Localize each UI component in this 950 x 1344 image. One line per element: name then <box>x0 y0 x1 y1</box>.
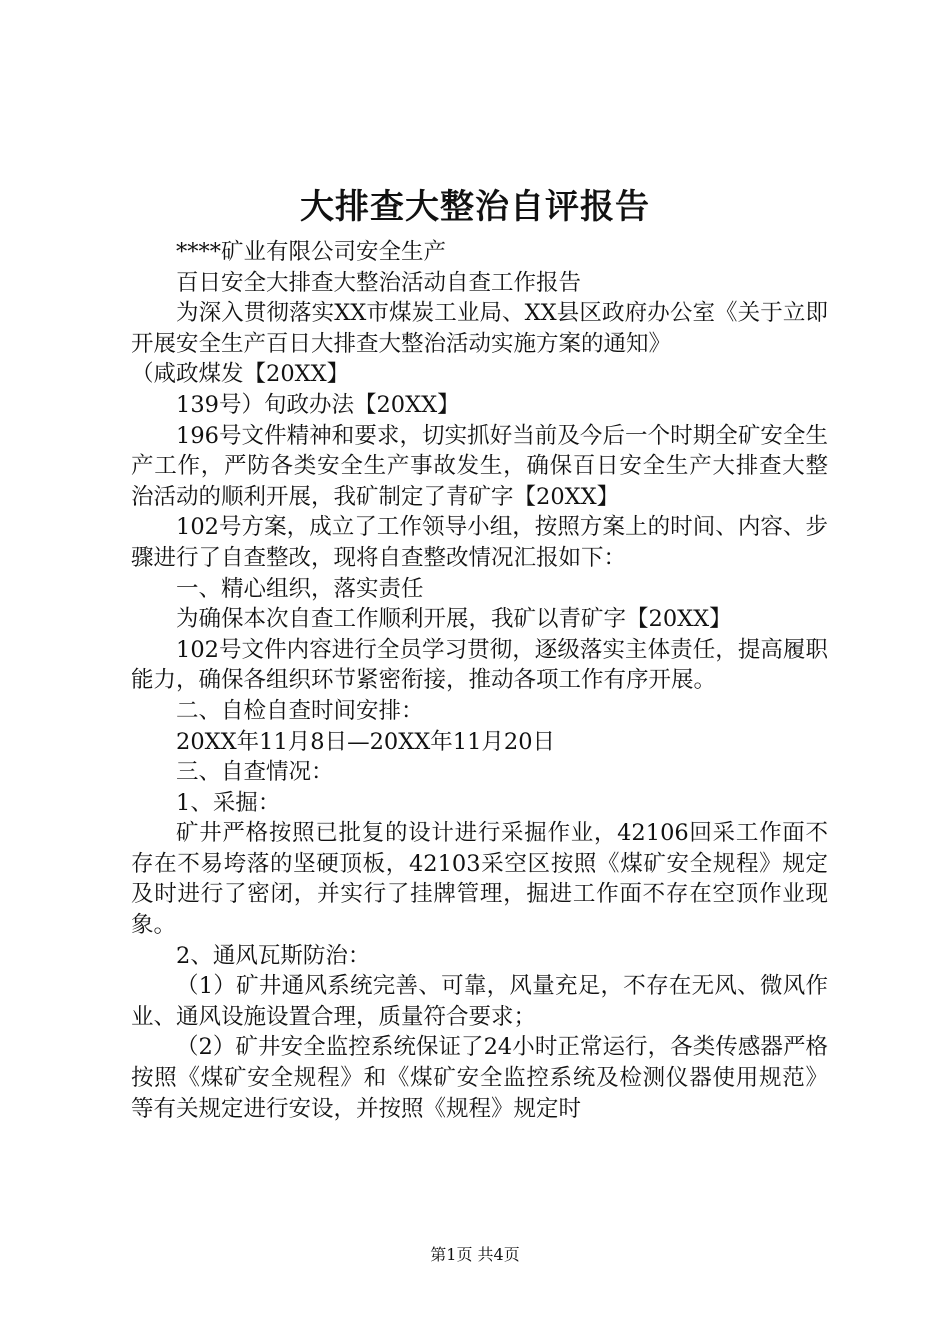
paragraph: ****矿业有限公司安全生产 <box>176 239 447 265</box>
section-heading: 三、自查情况： <box>176 759 334 786</box>
document-body <box>131 237 828 1124</box>
subsection-heading: 2、通风瓦斯防治： <box>176 942 371 969</box>
paragraph: 为深入贯彻落实XX市煤炭工业局、XX县区政府办公室《关于立即开展安全生产百日大排查大整治活动实施方案的通知》 <box>131 300 828 357</box>
paragraph: 20XX年11月8日—20XX年11月20日 <box>176 728 556 755</box>
subsection-heading: 1、采掘： <box>176 789 281 816</box>
page-title: 大排查大整治自评报告 <box>300 187 650 227</box>
section-heading: 二、自检自查时间安排： <box>176 697 424 724</box>
paragraph: 196号文件精神和要求，切实抓好当前及今后一个时期全矿安全生产工作，严防各类安全生产事故发生，确保百日安全生产大排查大整治活动的顺利开展，我矿制定了青矿字【20XX】 <box>131 422 828 510</box>
section-heading: 一、精心组织，落实责任 <box>176 575 424 602</box>
paragraph: 102号方案，成立了工作领导小组，按照方案上的时间、内容、步骤进行了自查整改，现将自查整改情况汇报如下： <box>131 514 828 571</box>
paragraph: 矿井严格按照已批复的设计进行采掘作业，42106回采工作面不存在不易垮落的坚硬顶板，42103采空区按照《煤矿安全规程》规定及时进行了密闭，并实行了挂牌管理，掘进工作面不存在空顶作业现象。 <box>131 820 828 939</box>
page-footer: 第1页 共4页 <box>430 1245 520 1264</box>
paragraph: （2）矿井安全监控系统保证了24小时正常运行，各类传感器严格按照《煤矿安全规程》和《煤矿安全监控系统及检测仪器使用规范》等有关规定进行安设，并按照《规程》规定时 <box>131 1034 828 1122</box>
paragraph: （咸政煤发【20XX】 <box>131 361 350 388</box>
paragraph: （1）矿井通风系统完善、可靠，风量充足，不存在无风、微风作业、通风设施设置合理，质量符合要求； <box>131 973 828 1030</box>
paragraph: 102号文件内容进行全员学习贯彻，逐级落实主体责任，提高履职能力，确保各组织环节紧密衔接，推动各项工作有序开展。 <box>131 636 828 694</box>
paragraph: 百日安全大排查大整治活动自查工作报告 <box>176 269 582 296</box>
paragraph: 139号）旬政办法【20XX】 <box>176 391 460 418</box>
paragraph: 为确保本次自查工作顺利开展，我矿以青矿字【20XX】 <box>176 606 732 633</box>
